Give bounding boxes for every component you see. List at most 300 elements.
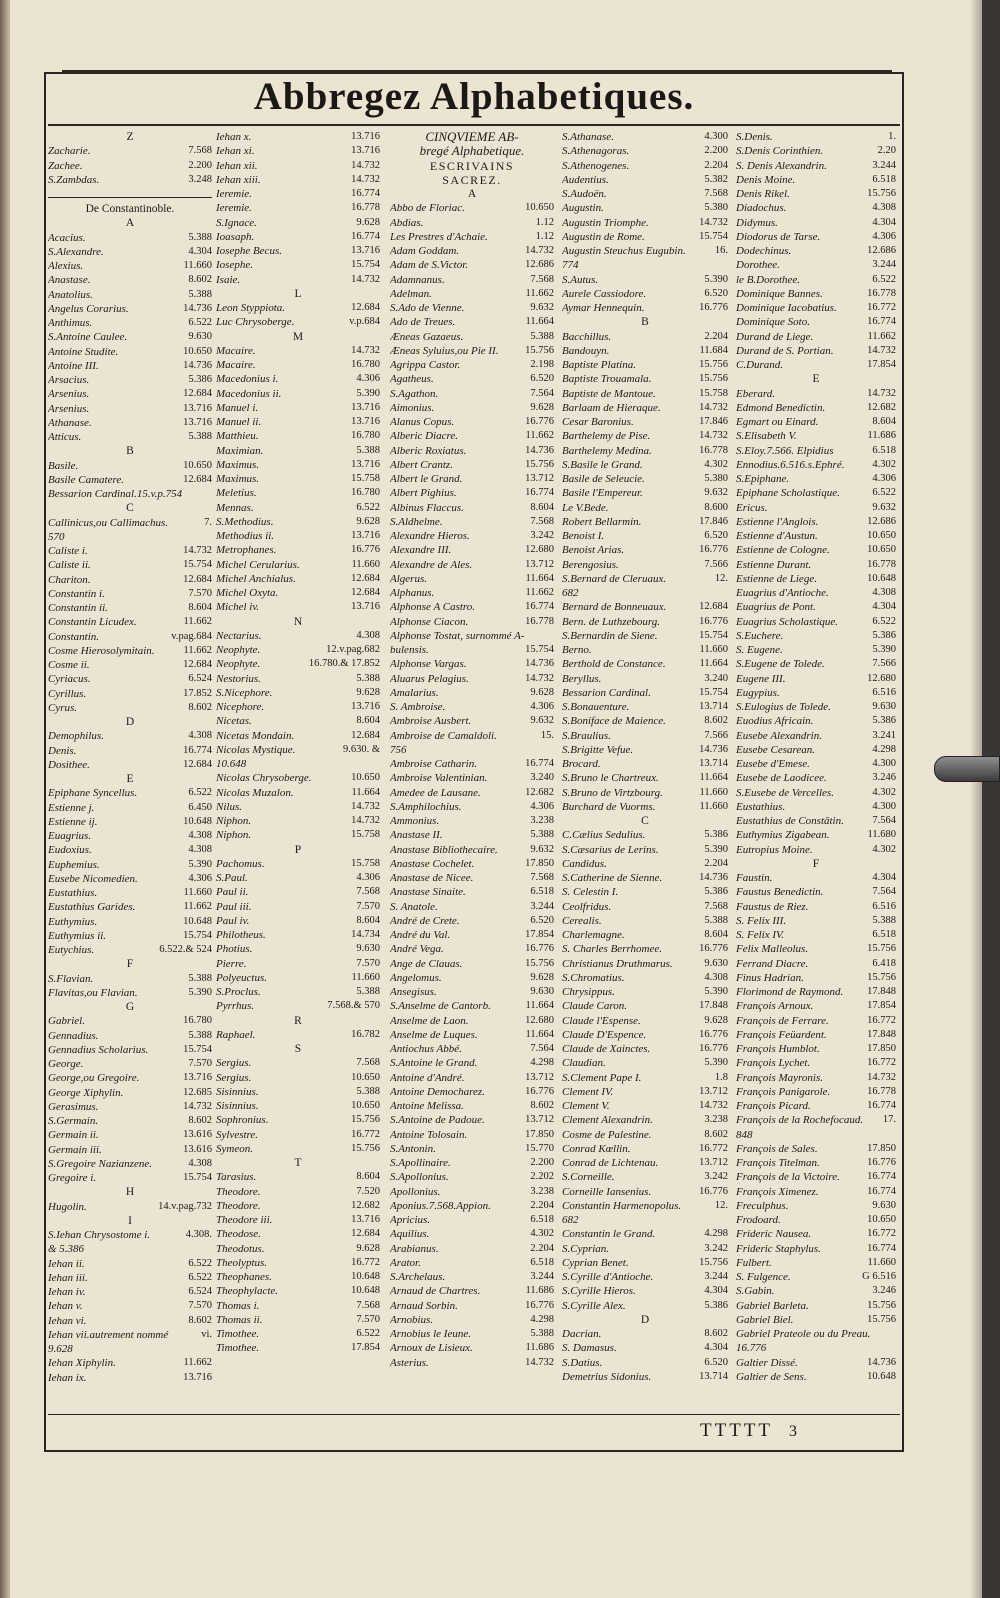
index-entry: [736, 672, 896, 686]
entry-name: Berno.: [562, 644, 592, 656]
index-entry: [390, 429, 554, 443]
index-entry: [562, 1199, 728, 1213]
index-entry: [216, 985, 380, 999]
index-entry: [48, 1043, 212, 1057]
entry-name: S.Methodius.: [216, 515, 274, 528]
entry-ref: 17.854: [867, 359, 896, 370]
entry-ref: 13.716: [351, 401, 380, 413]
index-entry: [216, 586, 380, 600]
entry-name: Alphonse Tostat, surnommé A-: [390, 629, 525, 642]
entry-ref: 12.684: [351, 729, 380, 741]
entry-name: André Vega.: [390, 943, 444, 956]
index-entry: [736, 814, 896, 828]
entry-name: S.Antoine le Grand.: [390, 1057, 478, 1070]
entry-ref: 1.: [888, 131, 896, 142]
index-entry: [216, 1099, 380, 1113]
entry-name: Berthold de Constance.: [562, 658, 666, 671]
entry-ref: 5.382: [704, 173, 728, 185]
index-entry: [390, 486, 554, 500]
entry-ref: 16.780: [351, 430, 380, 442]
entry-ref: 3.242: [704, 1242, 728, 1254]
entry-name: 9.628: [48, 1343, 73, 1355]
entry-ref: 3.244: [704, 1271, 728, 1282]
index-entry: [48, 786, 212, 800]
entry-name: Eustathius Garides.: [48, 901, 136, 914]
index-entry: [48, 373, 212, 387]
index-entry: [736, 615, 896, 629]
index-entry: [736, 885, 896, 899]
entry-ref: 6.522: [356, 1328, 380, 1339]
entry-name: Clement V.: [562, 1100, 610, 1112]
entry-name: Sisinnius.: [216, 1100, 259, 1112]
entry-ref: 8.602: [188, 274, 212, 286]
entry-ref: 5.388: [530, 829, 554, 841]
entry-name: Thomas i.: [216, 1299, 260, 1312]
entry-ref: 4.308: [872, 587, 896, 598]
entry-name: S.Antoine de Padoue.: [390, 1114, 485, 1127]
entry-name: Sylvestre.: [216, 1128, 259, 1141]
entry-name: Cesar Baronius.: [562, 416, 634, 428]
entry-ref: 17.850: [525, 857, 554, 869]
entry-ref: 16.774: [867, 1242, 896, 1254]
entry-name: Niphon.: [216, 829, 252, 842]
index-entry: [48, 1071, 212, 1085]
index-entry: [736, 515, 896, 529]
index-entry: [390, 629, 554, 643]
index-entry: [390, 1014, 554, 1028]
entry-ref: 16.780: [351, 487, 380, 499]
entry-ref: 2.200: [530, 1157, 554, 1168]
index-entry: [48, 430, 212, 444]
entry-name: Sergius.: [216, 1057, 252, 1070]
index-entry: [562, 1099, 728, 1113]
entry-ref: 5.386: [872, 715, 896, 727]
index-entry: [736, 287, 896, 301]
entry-ref: 12.682: [351, 1199, 380, 1211]
page-edge-shadow: [970, 0, 982, 1598]
entry-name: Arsenius.: [48, 388, 90, 401]
entry-ref: 16.774: [351, 188, 380, 199]
entry-name: S.Antonin.: [390, 1142, 436, 1155]
entry-name: Photius.: [216, 943, 253, 956]
index-entry: [390, 472, 554, 486]
index-entry: [390, 1042, 554, 1056]
index-entry: [562, 971, 728, 985]
entry-name: Constantin i.: [48, 587, 105, 600]
entry-ref: 9.628: [704, 1014, 728, 1026]
entry-ref: 14.732: [867, 344, 896, 356]
entry-name: F: [126, 958, 134, 971]
entry-name: Arnobius le Ieune.: [390, 1328, 471, 1340]
entry-ref: 13.716: [351, 145, 380, 157]
entry-ref: 9.630: [704, 957, 728, 969]
index-entry: [736, 1284, 896, 1298]
entry-name: S.Archelaus.: [390, 1271, 446, 1283]
entry-name: Euphemius.: [48, 858, 100, 871]
entry-name: Eutychius.: [48, 944, 95, 956]
entry-ref: 2.202: [530, 1171, 554, 1183]
index-entry: [736, 900, 896, 914]
entry-name: Theodore.: [216, 1185, 261, 1198]
entry-ref: 15.756: [867, 943, 896, 955]
entry-ref: 14.732: [525, 672, 554, 684]
index-entry: [390, 814, 554, 828]
entry-ref: 16.776: [699, 943, 728, 955]
index-entry: [390, 643, 554, 657]
entry-ref: 11.660: [699, 644, 728, 655]
entry-ref: 5.380: [704, 473, 728, 484]
index-entry: [390, 1128, 554, 1142]
index-entry: [736, 258, 896, 272]
entry-name: CINQVIEME AB-: [425, 130, 519, 144]
entry-name: S.Eusebe de Vercelles.: [736, 786, 834, 799]
entry-ref: 4.304: [188, 245, 212, 257]
index-entry: [216, 1028, 380, 1042]
entry-ref: 8.604: [530, 501, 554, 513]
entry-name: Arnobius.: [390, 1313, 434, 1326]
entry-ref: 4.308: [188, 830, 212, 841]
index-entry: [48, 459, 212, 473]
entry-name: François Arnoux.: [736, 1000, 814, 1013]
entry-name: Anatolius.: [48, 288, 93, 301]
index-entry: [48, 1200, 212, 1214]
entry-ref: 5.386: [704, 829, 728, 841]
index-entry: [736, 700, 896, 714]
index-entry: [216, 1199, 380, 1213]
index-entry: [216, 358, 380, 372]
index-entry: [390, 657, 554, 671]
entry-name: Metrophanes.: [216, 544, 277, 557]
index-entry: [736, 999, 896, 1013]
entry-ref: 11.664: [525, 1000, 554, 1012]
entry-name: Arnaud Sorbin.: [390, 1299, 458, 1312]
entry-name: Symeon.: [216, 1142, 253, 1155]
entry-name: Basile Camatere.: [48, 473, 124, 486]
index-entry: [736, 1156, 896, 1170]
entry-ref: 12.684: [183, 388, 212, 400]
entry-name: Adam Goddam.: [390, 245, 460, 257]
entry-ref: 14.v.pag.732: [158, 1200, 212, 1212]
entry-name: Michel Oxyta.: [216, 587, 279, 599]
index-entry: [736, 543, 896, 557]
entry-ref: 4.302: [872, 458, 896, 470]
entry-name: 848: [736, 1128, 753, 1141]
entry-name: Athanase.: [48, 416, 92, 429]
entry-ref: 10.648: [183, 915, 212, 927]
entry-ref: 15.756: [867, 971, 896, 983]
index-entry: [390, 458, 554, 472]
entry-name: S.Flavian.: [48, 972, 94, 985]
entry-name: bregé Alphabetique.: [419, 144, 525, 159]
index-entry: [390, 600, 554, 614]
entry-ref: 10.650: [351, 772, 380, 784]
entry-ref: 16.780.& 17.852: [308, 658, 380, 670]
index-entry: [390, 985, 554, 999]
entry-name: Augustin Triomphe.: [562, 216, 649, 229]
index-entry: [216, 244, 380, 258]
entry-name: S.Bruno le Chartreux.: [562, 772, 659, 785]
entry-name: Iosephe.: [216, 259, 253, 272]
entry-name: Eusebe Cesarean.: [736, 743, 816, 756]
entry-ref: 14.736: [867, 1356, 896, 1368]
index-entry: [562, 1185, 728, 1199]
entry-ref: 13.716: [351, 458, 380, 470]
index-entry: [390, 372, 554, 386]
index-entry: [390, 800, 554, 814]
index-entry: [48, 1257, 212, 1271]
entry-name: Amalarius.: [390, 686, 439, 699]
index-entry: [562, 1270, 728, 1284]
entry-ref: 13.616: [183, 1143, 212, 1155]
entry-name: 756: [390, 743, 407, 756]
entry-ref: 4.298: [530, 1057, 554, 1069]
entry-name: Theodose.: [216, 1228, 261, 1241]
entry-name: Chariton.: [48, 573, 91, 586]
index-entry: [48, 1128, 212, 1142]
entry-name: Denis.: [48, 744, 77, 757]
entry-ref: 11.684: [699, 344, 728, 356]
index-entry: [736, 1056, 896, 1070]
entry-name: Ieremie.: [216, 202, 252, 215]
entry-name: Germain ii.: [48, 1129, 99, 1142]
entry-name: Gabriel Barleta.: [736, 1299, 809, 1312]
entry-name: bulensis.: [390, 644, 429, 656]
entry-ref: 5.388: [356, 1085, 380, 1097]
entry-name: Arsenius.: [48, 402, 90, 415]
section-letter: [48, 216, 212, 230]
entry-name: S. Fulgence.: [736, 1271, 791, 1283]
entry-ref: 7.568: [530, 872, 554, 883]
index-entry: [216, 857, 380, 871]
index-entry: [48, 245, 212, 259]
index-entry: [48, 758, 212, 772]
entry-name: Eustathius.: [48, 887, 98, 899]
index-entry: [562, 201, 728, 215]
entry-name: André de Crete.: [390, 914, 460, 927]
index-entry: [48, 1356, 212, 1370]
entry-name: Corneille Iansenius.: [562, 1185, 652, 1198]
entry-ref: 4.308.: [185, 1229, 212, 1240]
entry-name: Paul ii.: [216, 886, 249, 899]
index-entry: [562, 144, 728, 158]
entry-ref: 9.630: [356, 943, 380, 955]
index-entry: [562, 130, 728, 144]
entry-ref: 6.524: [188, 1286, 212, 1297]
entry-ref: 4.308: [188, 844, 212, 856]
entry-name: Iehan vii.autrement nommé: [48, 1328, 169, 1341]
index-entry: [736, 1170, 896, 1184]
index-entry: [390, 515, 554, 529]
entry-ref: 16.772: [351, 1256, 380, 1268]
index-entry: [736, 957, 896, 971]
entry-name: Durand de S. Portian.: [736, 344, 834, 357]
entry-ref: 16.776: [351, 544, 380, 556]
entry-name: Estienne de Cologne.: [736, 544, 830, 557]
entry-ref: 9.632: [704, 487, 728, 499]
index-entry: [562, 885, 728, 899]
entry-name: S.Cyprian.: [562, 1242, 610, 1255]
index-entry: [390, 914, 554, 928]
entry-name: Ansegisus.: [390, 986, 437, 998]
entry-name: Flavitas,ou Flavian.: [48, 986, 138, 999]
section-heading: [390, 173, 554, 187]
entry-ref: 12.680: [525, 544, 554, 556]
entry-name: Constantin.: [48, 630, 100, 643]
entry-name: Antiochus Abbé.: [390, 1043, 462, 1055]
entry-ref: 8.602: [188, 1115, 212, 1126]
entry-ref: 9.630: [872, 1199, 896, 1211]
index-entry: [736, 1113, 896, 1127]
entry-name: Amedee de Lausane.: [390, 786, 481, 799]
index-entry: [216, 1299, 380, 1313]
entry-name: S.Alexandre.: [48, 245, 104, 258]
entry-name: François Panigarole.: [736, 1085, 831, 1098]
entry-name: Germain iii.: [48, 1143, 102, 1156]
index-entry: [216, 942, 380, 956]
entry-ref: 5.388: [188, 231, 212, 243]
index-entry: [216, 1128, 380, 1142]
entry-ref: 15.754: [699, 230, 728, 242]
index-entry: [216, 130, 380, 144]
entry-name: Iosephe Becus.: [216, 245, 282, 257]
entry-name: S.Aldhelme.: [390, 515, 443, 528]
index-entry: [390, 971, 554, 985]
entry-ref: 16.772: [867, 1228, 896, 1240]
entry-name: S.Germain.: [48, 1115, 99, 1127]
entry-ref: 9.628: [530, 686, 554, 698]
entry-name: Sophronius.: [216, 1114, 269, 1127]
entry-name: Finus Hadrian.: [736, 971, 804, 984]
entry-name: Eudoxius.: [48, 844, 92, 857]
entry-ref: 16.776: [699, 1185, 728, 1197]
entry-name: Nestorius.: [216, 672, 261, 685]
entry-ref: 8.600: [704, 501, 728, 513]
index-entry: [48, 615, 212, 629]
entry-ref: 15.758: [351, 829, 380, 841]
entry-ref: 4.302: [872, 786, 896, 798]
index-entry: [390, 999, 554, 1013]
entry-ref: 3.242: [530, 530, 554, 541]
entry-ref: 4.308: [188, 730, 212, 742]
entry-ref: 15.754: [351, 259, 380, 271]
index-entry: [390, 757, 554, 771]
entry-ref: 11.664: [525, 572, 554, 584]
entry-name: Iehan vi.: [48, 1314, 87, 1327]
section-letter: [216, 843, 380, 857]
index-column-1: [48, 130, 212, 1385]
entry-ref: 4.302: [704, 458, 728, 470]
index-entry: [736, 301, 896, 315]
entry-name: Hugolin.: [48, 1200, 87, 1213]
index-entry: [562, 1128, 728, 1142]
entry-name: Ambroise Ausbert.: [390, 715, 472, 728]
entry-name: Adamnanus.: [390, 273, 445, 286]
entry-ref: 15.756: [351, 1114, 380, 1126]
entry-name: S.Apollonius.: [390, 1171, 449, 1184]
index-entry: [562, 999, 728, 1013]
index-entry: [216, 885, 380, 899]
entry-name: Michel Cerularius.: [216, 558, 300, 571]
entry-name: Meletius.: [216, 487, 257, 500]
entry-ref: v.p.684: [349, 316, 380, 328]
entry-ref: 7.564: [530, 387, 554, 399]
index-entry: [390, 216, 554, 230]
entry-name: Cosme de Palestine.: [562, 1128, 652, 1141]
entry-ref: 13.716: [183, 1072, 212, 1084]
index-entry: [736, 1085, 896, 1099]
entry-ref: 3.246: [872, 1285, 896, 1297]
entry-name: Chrysippus.: [562, 986, 615, 998]
entry-ref: 5.390: [704, 273, 728, 285]
entry-ref: 5.388: [188, 288, 212, 300]
entry-ref: 6.518: [872, 929, 896, 940]
entry-ref: 2.200: [704, 145, 728, 157]
entry-name: Manuel i.: [216, 401, 259, 414]
index-entry: [736, 1042, 896, 1056]
entry-ref: 2.204: [704, 330, 728, 342]
entry-name: Candidus.: [562, 857, 607, 870]
entry-name: Dominique Soto.: [736, 316, 810, 329]
index-entry: [736, 144, 896, 158]
entry-name: Conrad Kœllin.: [562, 1142, 631, 1155]
index-entry: [736, 771, 896, 785]
entry-name: Anastase Cochelet.: [390, 857, 475, 870]
entry-ref: 3.240: [530, 772, 554, 784]
entry-name: S.Gabin.: [736, 1285, 775, 1298]
entry-ref: 10.650: [867, 530, 896, 541]
index-entry: [736, 657, 896, 671]
entry-name: Constantin le Grand.: [562, 1228, 656, 1241]
index-entry: [562, 743, 728, 757]
entry-name: Christianus Druthmarus.: [562, 957, 673, 970]
entry-ref: 14.732: [525, 245, 554, 256]
index-entry: [216, 1142, 380, 1156]
page-clip: [934, 756, 1000, 782]
entry-name: Eutropius Moine.: [736, 843, 813, 856]
index-entry: [48, 558, 212, 572]
entry-ref: 16.774: [525, 758, 554, 769]
index-entry: [390, 1170, 554, 1184]
index-entry: [390, 771, 554, 785]
entry-name: C.Cælius Sedulius.: [562, 829, 646, 842]
entry-name: Euthymius ii.: [48, 929, 107, 942]
entry-name: François Humblot.: [736, 1043, 820, 1055]
entry-name: Timothee.: [216, 1342, 260, 1355]
index-entry: [390, 828, 554, 842]
index-entry: [562, 786, 728, 800]
entry-ref: 4.300: [872, 800, 896, 812]
entry-ref: 10.648: [867, 572, 896, 584]
index-entry: [48, 815, 212, 829]
index-entry: [562, 900, 728, 914]
entry-ref: 16.780: [351, 359, 380, 370]
index-entry: [216, 757, 380, 771]
entry-name: Macedonius i.: [216, 373, 279, 386]
entry-name: S.Bruno de Virtzbourg.: [562, 786, 663, 799]
entry-ref: 6.418: [872, 957, 896, 969]
index-entry: [736, 843, 896, 857]
entry-ref: 12.680: [525, 1014, 554, 1026]
index-entry: [736, 757, 896, 771]
section-letter: [48, 1000, 212, 1014]
entry-ref: 3.241: [872, 729, 896, 741]
entry-ref: 9.628: [530, 971, 554, 983]
index-entry: [48, 943, 212, 957]
index-entry: [216, 714, 380, 728]
index-entry: [736, 472, 896, 486]
section-heading: [390, 130, 554, 144]
index-entry: [216, 686, 380, 700]
